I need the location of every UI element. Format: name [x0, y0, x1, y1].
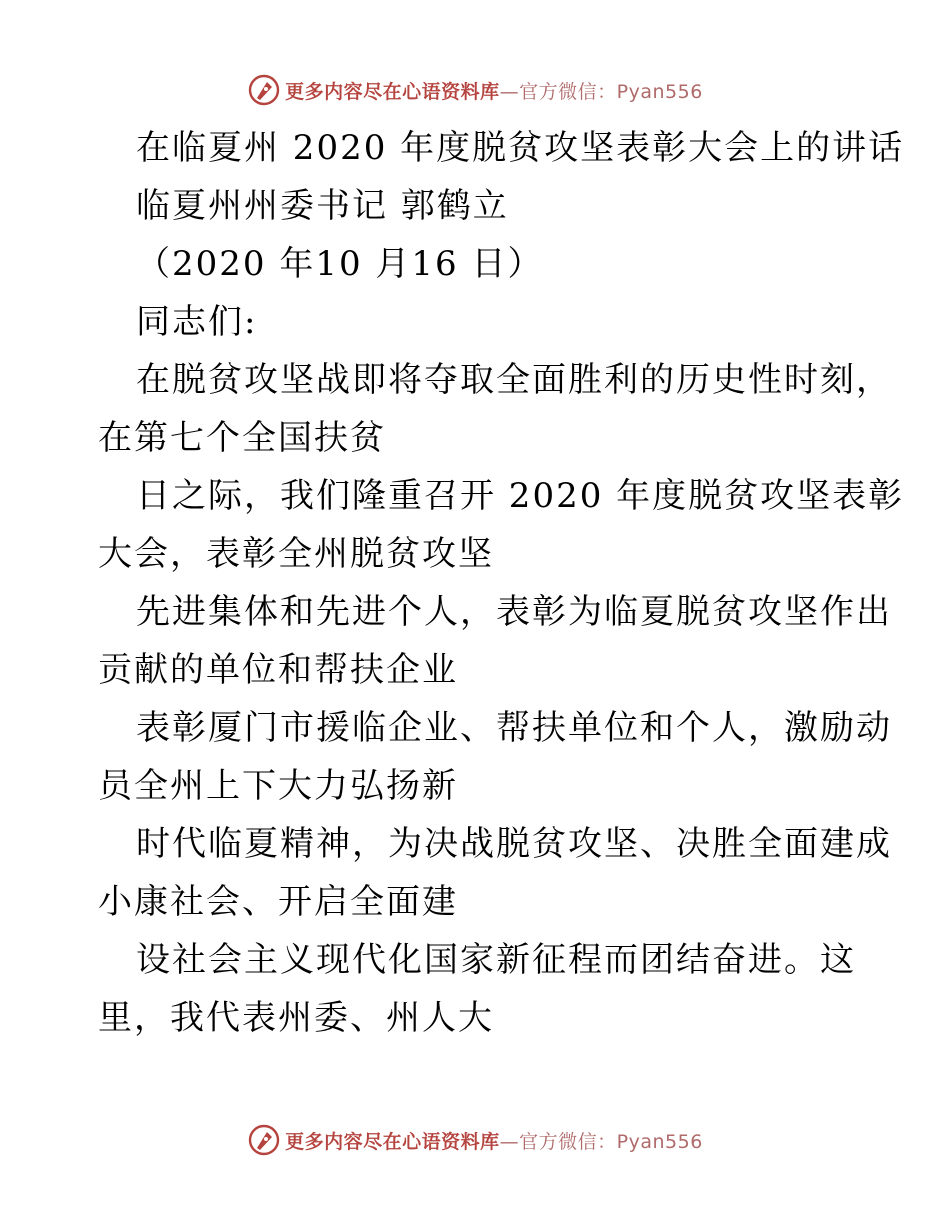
paragraph-line: 表彰厦门市援临企业、帮扶单位和个人，激励动 [136, 708, 892, 748]
pen-nib-logo-icon [247, 1123, 281, 1157]
paragraph-line: 在第七个全国扶贫 [98, 418, 386, 458]
footer-watermark [0, 1120, 950, 1160]
paragraph-line: 小康社会、开启全面建 [98, 882, 458, 922]
paragraph-line: 先进集体和先进个人，表彰为临夏脱贫攻坚作出 [136, 592, 892, 632]
watermark-brand-text: 更多内容尽在心语资料库 [285, 1130, 500, 1153]
paragraph-line: 贡献的单位和帮扶企业 [98, 650, 458, 690]
speech-salutation: 同志们: [136, 302, 258, 342]
speech-date: （2020 年10 月16 日） [136, 244, 544, 284]
paragraph-line: 员全州上下大力弘扬新 [98, 766, 458, 806]
speech-title: 在临夏州 2020 年度脱贫攻坚表彰大会上的讲话 [136, 128, 905, 168]
paragraph-line: 大会，表彰全州脱贫攻坚 [98, 534, 494, 574]
pen-nib-logo-icon [247, 73, 281, 107]
watermark-wechat-text: —官方微信：Pyan556 [499, 80, 703, 103]
paragraph-line: 日之际，我们隆重召开 2020 年度脱贫攻坚表彰 [136, 476, 905, 516]
header-watermark [0, 70, 950, 110]
watermark-wechat-text: —官方微信：Pyan556 [499, 1130, 703, 1153]
watermark-brand-text: 更多内容尽在心语资料库 [285, 80, 500, 103]
paragraph-line: 在脱贫攻坚战即将夺取全面胜利的历史性时刻， [136, 360, 892, 400]
paragraph-line: 设社会主义现代化国家新征程而团结奋进。这 [136, 940, 856, 980]
paragraph-line: 里，我代表州委、州人大 [98, 998, 494, 1038]
paragraph-line: 时代临夏精神，为决战脱贫攻坚、决胜全面建成 [136, 824, 892, 864]
speech-author: 临夏州州委书记 郭鹤立 [136, 186, 509, 226]
